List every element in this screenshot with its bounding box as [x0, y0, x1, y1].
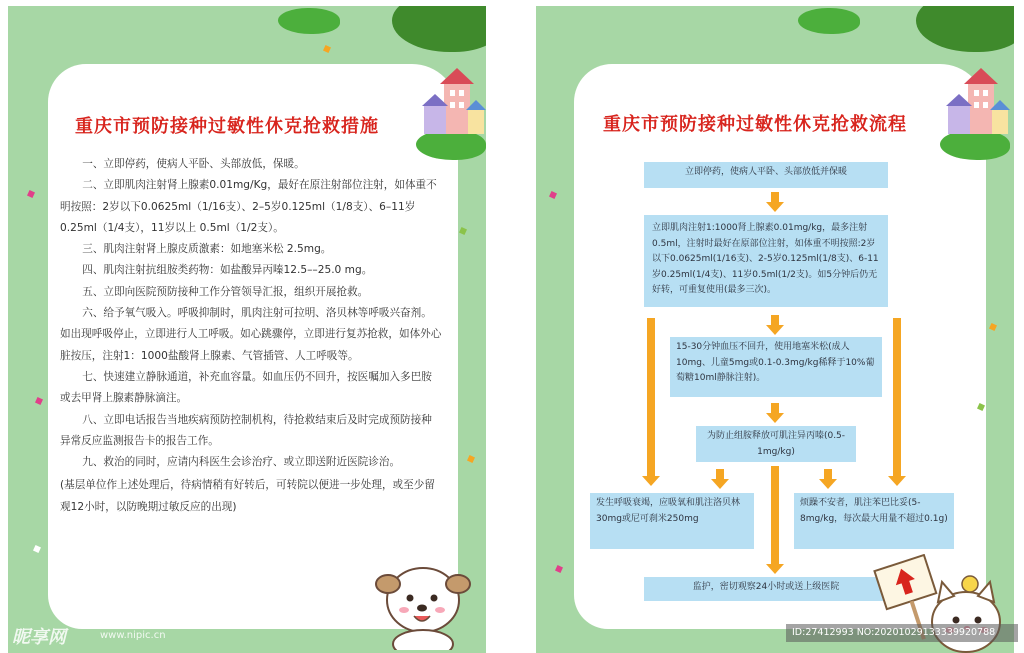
flow-step-5a: 发生呼吸衰竭，应吸氧和肌注洛贝林30mg或尼可刹米250mg [590, 493, 754, 549]
confetti-decoration [459, 227, 467, 235]
measures-poster [8, 6, 486, 653]
measure-item: 四、肌肉注射抗组胺类药物：如盐酸异丙嗪12.5––25.0 mg。 [82, 264, 373, 277]
tree-leaves-decoration [392, 6, 486, 52]
poster-title: 重庆市预防接种过敏性休克抢救措施 [75, 116, 379, 137]
measure-item: 九、救治的同时，应请内科医生会诊治疗、或立即送附近医院诊治。 [82, 456, 401, 469]
measure-item: 六、给予氧气吸入。呼吸抑制时，肌肉注射可拉明、洛贝林等呼吸兴奋剂。如出现呼吸停止，立即进行人工呼吸。如心跳骤停，立即进行复苏抢救，如体外心脏按压，注射1：1000盐酸肾上腺素、气管插管、人工呼吸等。 [60, 307, 442, 362]
flow-step-6: 监护，密切观察24小时或送上级医院 [644, 577, 888, 601]
watermark-brand: 昵享网 [12, 627, 66, 648]
measure-item: 八、立即电话报告当地疾病预防控制机构，待抢救结束后及时完成预防接种异常反应监测报告卡的报告工作。 [60, 413, 432, 447]
confetti-decoration [555, 565, 563, 573]
confetti-decoration [323, 45, 331, 53]
flow-step-3: 15-30分钟血压不回升，使用地塞米松(成人10mg、儿童5mg或0.1-0.3mg/kg稀释于10%葡萄糖10ml静脉注射)。 [670, 337, 882, 397]
confetti-decoration [35, 397, 43, 405]
tree-leaves-decoration [798, 8, 860, 34]
poster-title: 重庆市预防接种过敏性休克抢救流程 [603, 114, 907, 135]
tree-leaves-decoration [916, 6, 1014, 52]
image-id-strip: ID:27412993 NO:20201029133339920788 [786, 624, 1018, 642]
watermark-url: www.nipic.cn [100, 630, 166, 641]
flow-step-1: 立即停药，使病人平卧、头部放低并保暖 [644, 162, 888, 188]
confetti-decoration [33, 545, 41, 553]
flow-step-5b: 烦躁不安者，肌注苯巴比妥(5-8mg/kg，每次最大用量不超过0.1g) [794, 493, 954, 549]
measure-item: 一、立即停药，使病人平卧、头部放低，保暖。 [82, 158, 305, 170]
confetti-decoration [27, 190, 35, 198]
flow-arrow [893, 318, 901, 478]
puppy-mascot-illustration [368, 554, 478, 650]
flow-arrow [771, 315, 779, 327]
confetti-decoration [549, 191, 557, 199]
measure-item: 三、肌肉注射肾上腺皮质激素：如地塞米松 2.5mg。 [82, 243, 332, 256]
measure-note: (基层单位作上述处理后，待病情稍有好转后，可转院以便进一步处理，或至少留观12小时，以防晚期过敏反应的出现) [60, 479, 435, 513]
measure-item: 二、立即肌肉注射肾上腺素0.01mg/Kg，最好在原注射部位注射，如体重不明按照：2岁以下0.0625ml（1/16支）、2–5岁0.125ml（1/8支）、6–11岁 0.25ml（1/4支），11岁以上 0.5ml（1/2支）。 [60, 179, 437, 234]
flow-arrow [771, 466, 779, 566]
flow-arrow [771, 192, 779, 204]
flow-step-2: 立即肌肉注射1:1000肾上腺素0.01mg/kg，最多注射0.5ml，注射时最好在原部位注射，如体重不明按照:2岁以下0.0625ml(1/16支)、2-5岁0.125ml(1/8支)、6-11岁0.25ml(1/4支)、11岁0.5ml(1/2支)。如5分钟后仍无好转，可重复使用(最多三次)。 [644, 215, 888, 307]
confetti-decoration [467, 455, 475, 463]
confetti-decoration [989, 323, 997, 331]
tree-leaves-decoration [278, 8, 340, 34]
measure-item: 七、快速建立静脉通道，补充血容量。如血压仍不回升，按医嘱加入多巴胺或去甲肾上腺素静脉滴注。 [60, 370, 432, 405]
flow-arrow [824, 469, 832, 481]
flow-arrow [716, 469, 724, 481]
flow-step-4: 为防止组胺释放可肌注异丙嗪(0.5-1mg/kg) [696, 426, 856, 462]
flow-arrow [771, 403, 779, 415]
house-icon [422, 68, 486, 138]
house-icon [946, 68, 1010, 138]
flow-arrow [647, 318, 655, 478]
flow-poster [536, 6, 1014, 653]
measures-text [60, 154, 442, 518]
measure-item: 五、立即向医院预防接种工作分管领导汇报，组织开展抢救。 [82, 285, 369, 298]
